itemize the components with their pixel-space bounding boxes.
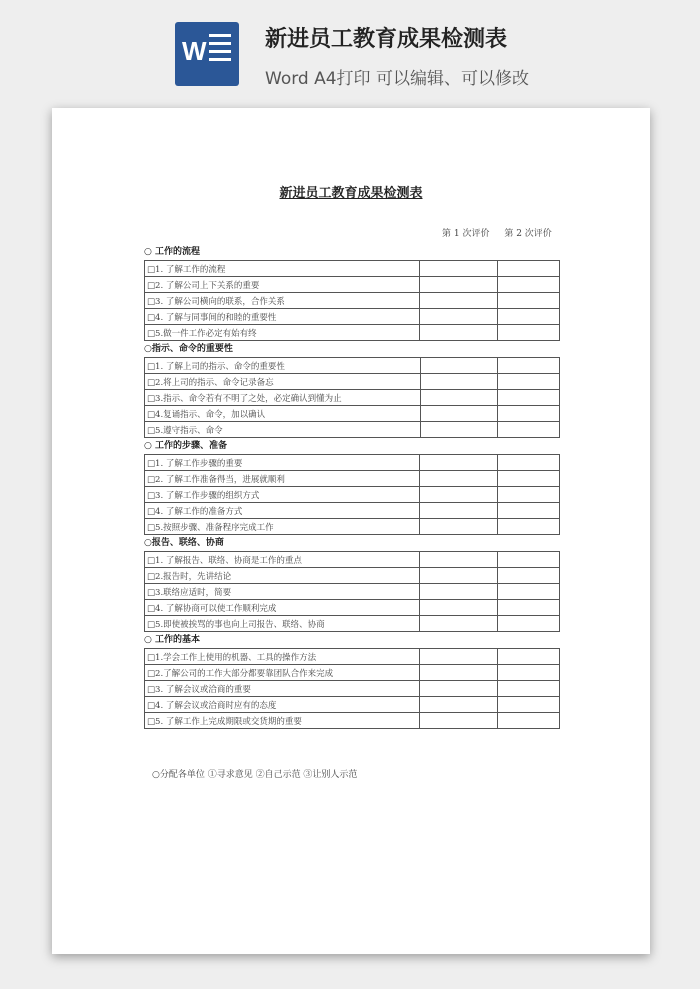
- document-title: 新进员工教育成果检测表: [279, 186, 423, 201]
- table-row: [145, 261, 560, 277]
- first-evaluation-cell[interactable]: [420, 390, 498, 406]
- second-evaluation-cell[interactable]: [497, 487, 559, 503]
- first-evaluation-cell[interactable]: [420, 552, 498, 568]
- table-row: [145, 325, 560, 341]
- second-evaluation-cell[interactable]: [497, 277, 559, 293]
- word-icon: [175, 22, 239, 86]
- table-row: [145, 277, 560, 293]
- first-evaluation-cell[interactable]: [420, 665, 498, 681]
- table-row: [145, 455, 560, 471]
- second-evaluation-cell[interactable]: [497, 471, 559, 487]
- item-text: □3. 了解公司横向的联系，合作关系: [145, 293, 420, 309]
- item-text: □1. 了解工作步骤的重要: [145, 455, 420, 471]
- table-row: [145, 552, 560, 568]
- section-table: [144, 454, 560, 535]
- item-text: □3.指示、命令若有不明了之处，必定确认到懂为止: [145, 390, 421, 406]
- section-title: ○ 工作的流程: [144, 247, 200, 257]
- second-evaluation-cell[interactable]: [498, 600, 560, 616]
- item-text: □4.复诵指示、命令，加以确认: [145, 406, 421, 422]
- item-text: □2. 了解公司上下关系的重要: [145, 277, 420, 293]
- table-row: [145, 600, 560, 616]
- second-evaluation-cell[interactable]: [498, 665, 560, 681]
- second-evaluation-cell[interactable]: [497, 455, 559, 471]
- table-row: [145, 665, 560, 681]
- first-evaluation-cell[interactable]: [419, 455, 497, 471]
- first-evaluation-cell[interactable]: [420, 681, 498, 697]
- item-text: □5.即使被挨骂的事也向上司报告、联络、协商: [145, 616, 420, 632]
- word-icon-letter: W: [182, 36, 207, 66]
- item-text: □1. 了解工作的流程: [145, 261, 420, 277]
- column-header-first-evaluation: 第 1 次评价: [442, 229, 490, 239]
- second-evaluation-cell[interactable]: [497, 503, 559, 519]
- first-evaluation-cell[interactable]: [419, 519, 497, 535]
- first-evaluation-cell[interactable]: [419, 293, 497, 309]
- item-text: □4. 了解协商可以使工作顺利完成: [145, 600, 420, 616]
- second-evaluation-cell[interactable]: [497, 519, 559, 535]
- first-evaluation-cell[interactable]: [420, 649, 498, 665]
- first-evaluation-cell[interactable]: [419, 261, 497, 277]
- table-row: [145, 406, 560, 422]
- second-evaluation-cell[interactable]: [498, 568, 560, 584]
- second-evaluation-cell[interactable]: [498, 422, 560, 438]
- first-evaluation-cell[interactable]: [420, 568, 498, 584]
- first-evaluation-cell[interactable]: [419, 325, 497, 341]
- first-evaluation-cell[interactable]: [420, 600, 498, 616]
- section-title: ○报告、联络、协商: [144, 538, 224, 548]
- table-row: [145, 293, 560, 309]
- first-evaluation-cell[interactable]: [419, 487, 497, 503]
- item-text: □3. 了解会议或洽商的重要: [145, 681, 420, 697]
- second-evaluation-cell[interactable]: [497, 293, 559, 309]
- first-evaluation-cell[interactable]: [420, 374, 498, 390]
- item-text: □2. 了解工作准备得当，进展就顺利: [145, 471, 420, 487]
- footer-note: ○分配各单位 ①寻求意见 ②自己示范 ③让别人示范: [152, 770, 358, 780]
- item-text: □4. 了解工作的准备方式: [145, 503, 420, 519]
- second-evaluation-cell[interactable]: [497, 261, 559, 277]
- item-text: □1. 了解上司的指示、命令的重要性: [145, 358, 421, 374]
- first-evaluation-cell[interactable]: [420, 422, 498, 438]
- item-text: □2.报告时，先讲结论: [145, 568, 420, 584]
- table-row: [145, 422, 560, 438]
- second-evaluation-cell[interactable]: [498, 552, 560, 568]
- second-evaluation-cell[interactable]: [498, 649, 560, 665]
- table-row: [145, 697, 560, 713]
- section-title: ○指示、命令的重要性: [144, 344, 233, 354]
- section-title: ○ 工作的步骤、准备: [144, 441, 227, 451]
- first-evaluation-cell[interactable]: [420, 697, 498, 713]
- item-text: □5.做一件工作必定有始有终: [145, 325, 420, 341]
- table-row: [145, 358, 560, 374]
- first-evaluation-cell[interactable]: [420, 406, 498, 422]
- second-evaluation-cell[interactable]: [498, 390, 560, 406]
- evaluation-column-headers: [442, 226, 564, 239]
- table-row: [145, 713, 560, 729]
- section-table: [144, 648, 560, 729]
- evaluation-content: [144, 244, 560, 729]
- item-text: □3.联络应适时，简要: [145, 584, 420, 600]
- table-row: [145, 616, 560, 632]
- item-text: □4. 了解会议或洽商时应有的态度: [145, 697, 420, 713]
- second-evaluation-cell[interactable]: [498, 697, 560, 713]
- item-text: □3. 了解工作步骤的组织方式: [145, 487, 420, 503]
- banner-title: 新进员工教育成果检测表: [265, 27, 508, 52]
- item-text: □5. 了解工作上完成期限或交货期的重要: [145, 713, 420, 729]
- second-evaluation-cell[interactable]: [498, 406, 560, 422]
- table-row: [145, 309, 560, 325]
- item-text: □2.将上司的指示、命令记录备忘: [145, 374, 421, 390]
- second-evaluation-cell[interactable]: [498, 681, 560, 697]
- item-text: □1.学会工作上使用的机器、工具的操作方法: [145, 649, 420, 665]
- second-evaluation-cell[interactable]: [498, 584, 560, 600]
- banner-subtitle: Word A4打印 可以编辑、可以修改: [265, 69, 529, 89]
- item-text: □2.了解公司的工作大部分都要靠团队合作来完成: [145, 665, 420, 681]
- first-evaluation-cell[interactable]: [419, 277, 497, 293]
- first-evaluation-cell[interactable]: [419, 309, 497, 325]
- section-table: [144, 260, 560, 341]
- word-icon-lines: [209, 34, 231, 66]
- second-evaluation-cell[interactable]: [498, 713, 560, 729]
- section-title: ○ 工作的基本: [144, 635, 200, 645]
- item-text: □5.遵守指示、命令: [145, 422, 421, 438]
- table-row: [145, 471, 560, 487]
- first-evaluation-cell[interactable]: [420, 358, 498, 374]
- section-table: [144, 551, 560, 632]
- item-text: □1. 了解报告、联络、协商是工作的重点: [145, 552, 420, 568]
- second-evaluation-cell[interactable]: [497, 325, 559, 341]
- first-evaluation-cell[interactable]: [419, 471, 497, 487]
- table-row: [145, 649, 560, 665]
- table-row: [145, 568, 560, 584]
- item-text: □4. 了解与同事间的和睦的重要性: [145, 309, 420, 325]
- table-row: [145, 584, 560, 600]
- first-evaluation-cell[interactable]: [420, 616, 498, 632]
- second-evaluation-cell[interactable]: [497, 309, 559, 325]
- section-table: [144, 357, 560, 438]
- table-row: [145, 503, 560, 519]
- column-header-second-evaluation: 第 2 次评价: [504, 229, 552, 239]
- second-evaluation-cell[interactable]: [498, 374, 560, 390]
- table-row: [145, 681, 560, 697]
- table-row: [145, 374, 560, 390]
- item-text: □5.按照步骤、准备程序完成工作: [145, 519, 420, 535]
- first-evaluation-cell[interactable]: [420, 584, 498, 600]
- first-evaluation-cell[interactable]: [420, 713, 498, 729]
- banner: [0, 0, 700, 100]
- second-evaluation-cell[interactable]: [498, 616, 560, 632]
- table-row: [145, 390, 560, 406]
- table-row: [145, 487, 560, 503]
- first-evaluation-cell[interactable]: [419, 503, 497, 519]
- table-row: [145, 519, 560, 535]
- document-page: [52, 108, 650, 954]
- second-evaluation-cell[interactable]: [498, 358, 560, 374]
